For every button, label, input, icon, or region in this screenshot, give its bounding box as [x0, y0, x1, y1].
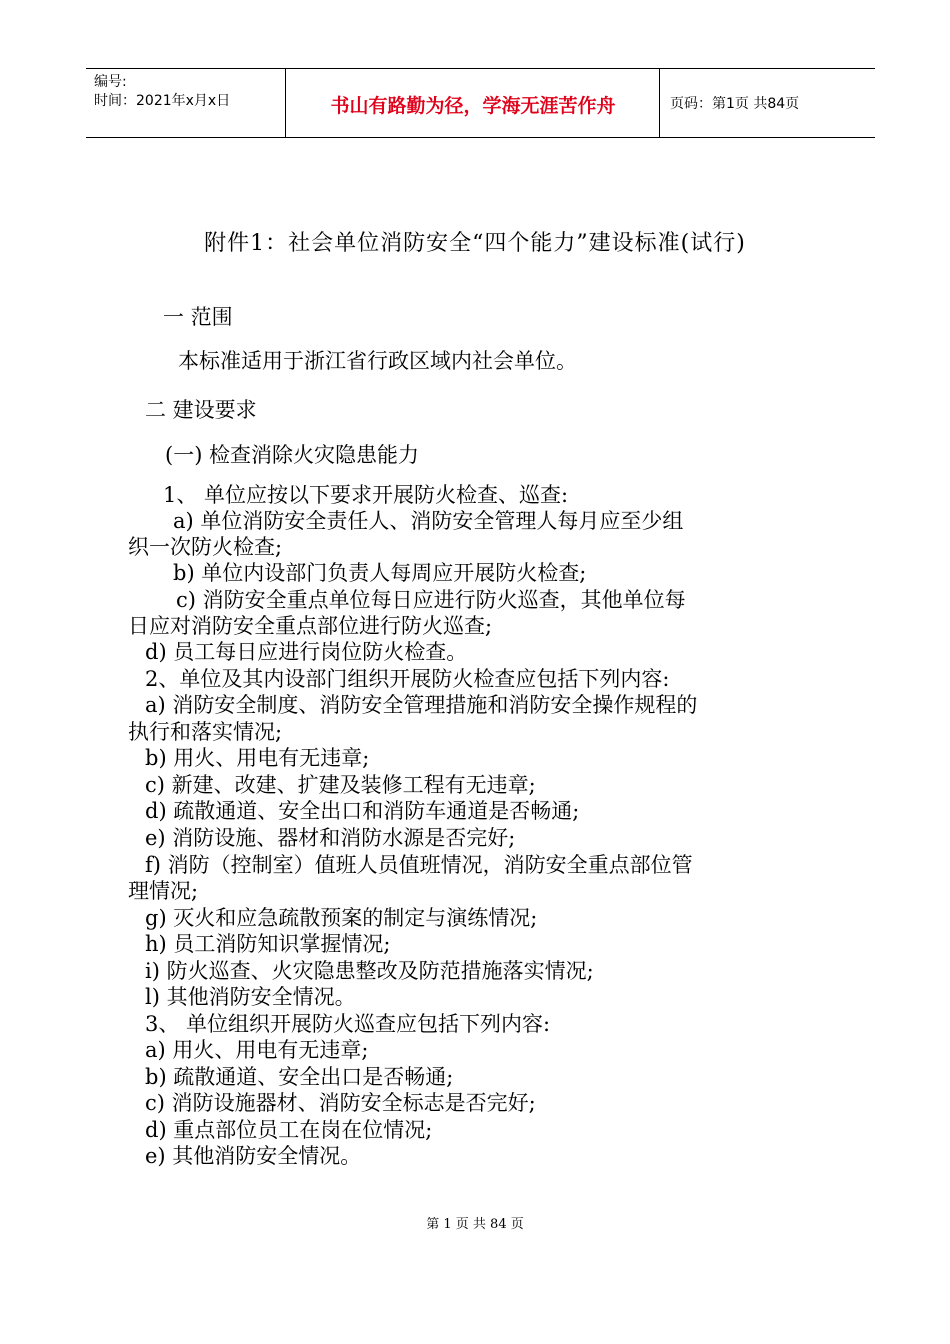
header-table	[86, 68, 875, 138]
paragraph: 2、单位及其内设部门组织开展防火检查应包括下列内容:	[145, 667, 670, 691]
list-item: e) 消防设施、器材和消防水源是否完好;	[145, 826, 516, 850]
list-item-continuation: 理情况;	[128, 879, 199, 903]
time-label: 时间：2021年x月x日	[94, 93, 231, 109]
paragraph: 本标准适用于浙江省行政区域内社会单位。	[178, 349, 577, 373]
section-heading: 一 范围	[163, 305, 233, 329]
header-motto: 书山有路勤为径，学海无涯苦作舟	[330, 95, 616, 117]
list-item-continuation: 日应对消防安全重点部位进行防火巡查;	[128, 614, 493, 638]
list-item: e) 其他消防安全情况。	[145, 1144, 362, 1168]
list-item: a) 用火、用电有无违章;	[145, 1038, 369, 1062]
document-title: 附件1：社会单位消防安全“四个能力”建设标准(试行)	[204, 231, 746, 256]
list-item: b) 用火、用电有无违章;	[145, 746, 370, 770]
header-divider	[659, 69, 660, 137]
list-item-continuation: 织一次防火检查;	[128, 535, 283, 559]
list-item: d) 重点部位员工在岗在位情况;	[145, 1118, 433, 1142]
section-heading: 二 建设要求	[145, 398, 257, 422]
subsection-heading: (一) 检查消除火灾隐患能力	[165, 443, 420, 467]
list-item: c) 消防安全重点单位每日应进行防火巡查，其他单位每	[176, 588, 686, 612]
header-meta	[94, 73, 230, 111]
list-item: h) 员工消防知识掌握情况;	[145, 932, 391, 956]
list-item: c) 新建、改建、扩建及装修工程有无违章;	[145, 773, 536, 797]
number-label: 编号:	[94, 74, 127, 90]
list-item: l) 其他消防安全情况。	[145, 985, 356, 1009]
list-item: d) 疏散通道、安全出口和消防车通道是否畅通;	[145, 799, 580, 823]
list-item-continuation: 执行和落实情况;	[128, 720, 283, 744]
page-footer: 第 1 页 共 84 页	[426, 1217, 524, 1232]
paragraph: 1、 单位应按以下要求开展防火检查、巡查:	[163, 483, 569, 507]
list-item: b) 单位内设部门负责人每周应开展防火检查;	[173, 561, 587, 585]
list-item: f) 消防（控制室）值班人员值班情况，消防安全重点部位管	[145, 853, 693, 877]
list-item: a) 单位消防安全责任人、消防安全管理人每月应至少组	[173, 509, 684, 533]
list-item: i) 防火巡查、火灾隐患整改及防范措施落实情况;	[145, 959, 594, 983]
list-item: c) 消防设施器材、消防安全标志是否完好;	[145, 1091, 536, 1115]
paragraph: 3、 单位组织开展防火巡查应包括下列内容:	[145, 1012, 551, 1036]
list-item: a) 消防安全制度、消防安全管理措施和消防安全操作规程的	[145, 693, 698, 717]
list-item: g) 灭火和应急疏散预案的制定与演练情况;	[145, 906, 538, 930]
list-item: d) 员工每日应进行岗位防火检查。	[145, 640, 468, 664]
list-item: b) 疏散通道、安全出口是否畅通;	[145, 1065, 454, 1089]
page-label: 页码：第1页 共84页	[670, 96, 800, 112]
